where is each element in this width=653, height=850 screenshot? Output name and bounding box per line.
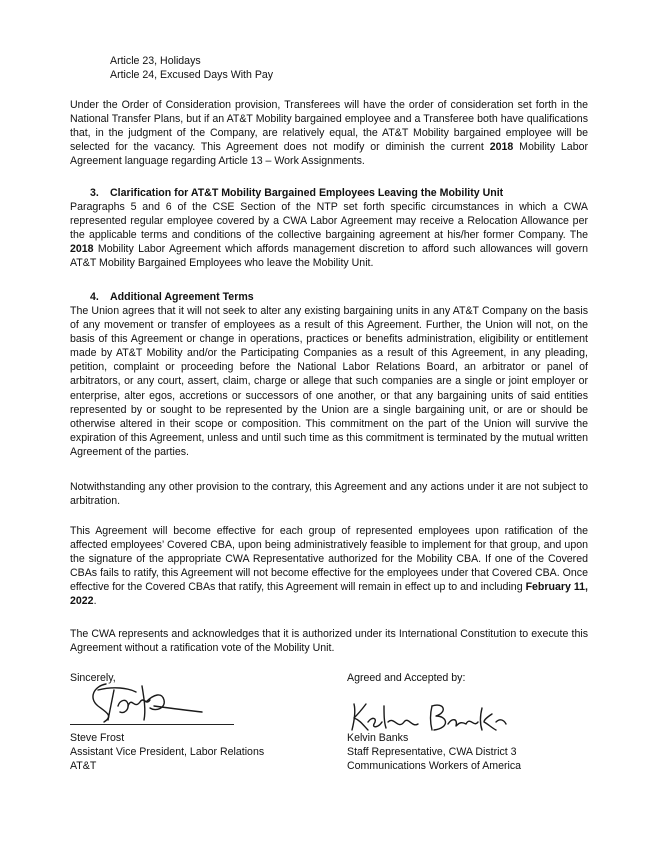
article-item: Article 23, Holidays bbox=[110, 55, 201, 67]
effective-date-paragraph: This Agreement will become effective for each group of represented employees upon ratification of the affected employees’ Covered CBA, upon being administratively feasible to implement for that group, and upon the signature of the appropriate CWA Representative authorized for the Mobility CBA. If one of the Covered CBAs fails to ratify, this Agreement will not become effective for the employees under that Covered CBA. Once effective for the Covered CBAs that ratify, this Agreement will remain in effect up to and including February 11, 2022. bbox=[70, 525, 589, 608]
section-4-paragraph: The Union agrees that it will not seek to alter any existing bargaining units in any AT&T Company on the basis of any movement or transfer of employees as a result of this Agreement. Further, the Union will not, on the basis of this Agreement or change in operations, practices or benefits administration, eligibility or entitlement made by AT&T Mobility and/or the Participating Companies as a result of this Agreement, in any pleading, petition, complaint or proceeding before the National Labor Relations Board, an arbitrator or panel of arbitrators, or any court, assert, claim, charge or allege that such companies are a single or joint employer or enterprise, alter egos, accretions or successors of one another, or that any bargaining units of said entities represented by or sought to be represented by the Union are a single bargaining unit, or are or should be otherwise altered in their scope or composition. This commitment on the part of the Union will survive the expiration of this Agreement, unless and until such time as this commitment is terminated by the mutual written Agreement of the parties. bbox=[70, 305, 588, 458]
article-item: Article 24, Excused Days With Pay bbox=[110, 69, 274, 82]
left-signatory bbox=[70, 731, 264, 774]
signatory-title: Assistant Vice President, Labor Relations bbox=[70, 746, 265, 759]
section-3-paragraph: Paragraphs 5 and 6 of the CSE Section of the NTP set forth specific circumstances in which a CWA represented regular employee covered by a CWA Labor Agreement may receive a Relocation Allowance per the applicable terms and conditions of the collective bargaining agreement at his/her former Company. The 2018 Mobility Labor Agreement which affords management discretion to afford such allowances will govern AT&T Mobility Bargained Employees who leave the Mobility Unit. bbox=[70, 201, 588, 270]
steve-frost-signature bbox=[84, 676, 204, 726]
signatory-organization: AT&T bbox=[70, 760, 97, 773]
kelvin-banks-signature bbox=[348, 700, 508, 734]
arbitration-paragraph: Notwithstanding any other provision to the contrary, this Agreement and any actions under it are not subject to arbitration. bbox=[70, 481, 588, 508]
cwa-authorization-paragraph: The CWA represents and acknowledges that it is authorized under its International Constitution to execute this Agreement without a ratification vote of the Mobility Unit. bbox=[70, 628, 588, 655]
salutation-agreed: Agreed and Accepted by: bbox=[347, 672, 466, 684]
section-4-heading: 4. Additional Agreement Terms bbox=[90, 291, 254, 303]
signatory-name: Kelvin Banks bbox=[347, 732, 409, 744]
signatory-title: Staff Representative, CWA District 3 bbox=[347, 746, 517, 759]
signature-line-left bbox=[70, 724, 234, 725]
salutation-sincerely: Sincerely, bbox=[70, 672, 116, 684]
signatory-organization: Communications Workers of America bbox=[347, 760, 522, 773]
section-3-heading: 3. Clarification for AT&T Mobility Bargained Employees Leaving the Mobility Unit bbox=[90, 187, 504, 199]
article-list bbox=[110, 54, 273, 82]
signatory-name: Steve Frost bbox=[70, 732, 125, 744]
order-of-consideration-paragraph: Under the Order of Consideration provision, Transferees will have the order of consideration set forth in the National Transfer Plans, but if an AT&T Mobility bargained employee and a Transferee both have qualifications that, in the judgment of the Company, are relatively equal, the AT&T Mobility bargained employee will be selected for the vacancy. This Agreement does not modify or diminish the current 2018 Mobility Labor Agreement language regarding Article 13 – Work Assignments. bbox=[70, 99, 589, 168]
right-signatory bbox=[347, 731, 521, 774]
